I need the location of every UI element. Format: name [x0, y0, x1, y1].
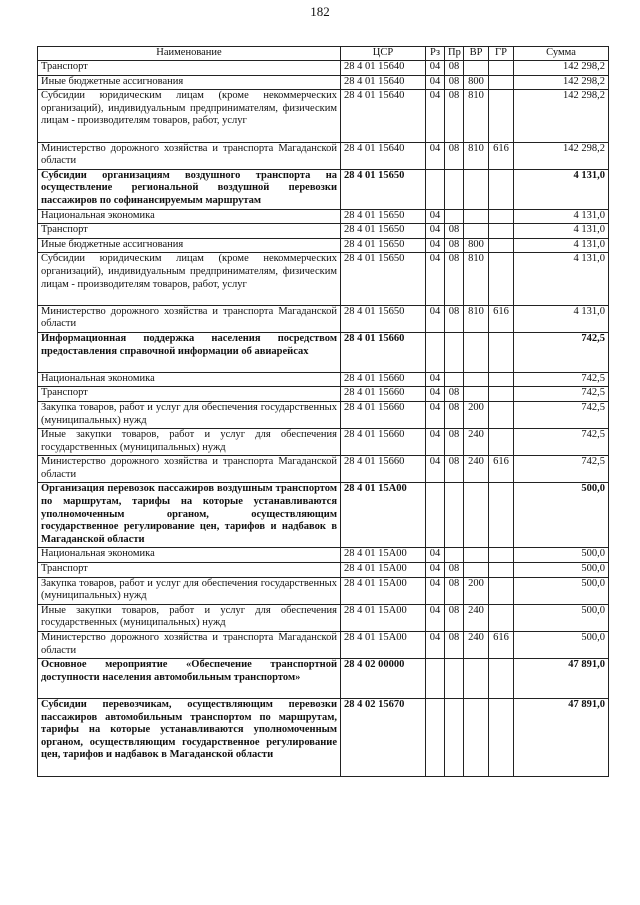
sum-cell: 742,5	[514, 387, 609, 402]
rz-cell: 04	[426, 253, 445, 305]
name-cell: Министерство дорожного хозяйства и транспорта Магаданской области	[38, 305, 341, 332]
rz-cell: 04	[426, 548, 445, 563]
sum-cell: 500,0	[514, 483, 609, 548]
rz-cell: 04	[426, 238, 445, 253]
rz-cell: 04	[426, 209, 445, 224]
gr-cell	[489, 253, 514, 305]
gr-cell	[489, 699, 514, 777]
vr-cell	[464, 61, 489, 76]
csr-cell: 28 4 01 15А00	[341, 632, 426, 659]
rz-cell: 04	[426, 75, 445, 90]
sum-cell: 142 298,2	[514, 61, 609, 76]
vr-cell: 240	[464, 632, 489, 659]
table-row	[38, 577, 609, 604]
table-row	[38, 224, 609, 239]
vr-cell: 240	[464, 429, 489, 456]
rz-cell	[426, 483, 445, 548]
rz-cell: 04	[426, 563, 445, 578]
csr-cell: 28 4 01 15А00	[341, 604, 426, 631]
column-header-gr: ГР	[489, 47, 514, 61]
pr-cell: 08	[445, 305, 464, 332]
gr-cell	[489, 61, 514, 76]
table-row	[38, 659, 609, 699]
rz-cell: 04	[426, 305, 445, 332]
rz-cell: 04	[426, 61, 445, 76]
vr-cell: 240	[464, 456, 489, 483]
name-cell: Национальная экономика	[38, 548, 341, 563]
csr-cell: 28 4 01 15660	[341, 429, 426, 456]
table-row	[38, 61, 609, 76]
rz-cell: 04	[426, 632, 445, 659]
pr-cell: 08	[445, 632, 464, 659]
table-row	[38, 305, 609, 332]
table-row	[38, 372, 609, 387]
csr-cell: 28 4 01 15А00	[341, 548, 426, 563]
csr-cell: 28 4 01 15650	[341, 238, 426, 253]
pr-cell: 08	[445, 75, 464, 90]
table-row	[38, 387, 609, 402]
sum-cell: 4 131,0	[514, 253, 609, 305]
rz-cell: 04	[426, 372, 445, 387]
pr-cell: 08	[445, 238, 464, 253]
gr-cell	[489, 372, 514, 387]
gr-cell	[489, 209, 514, 224]
csr-cell: 28 4 02 00000	[341, 659, 426, 699]
sum-cell: 47 891,0	[514, 699, 609, 777]
rz-cell: 04	[426, 387, 445, 402]
rz-cell: 04	[426, 401, 445, 428]
gr-cell	[489, 238, 514, 253]
column-header-vr: ВР	[464, 47, 489, 61]
csr-cell: 28 4 01 15650	[341, 224, 426, 239]
name-cell: Национальная экономика	[38, 209, 341, 224]
pr-cell	[445, 659, 464, 699]
pr-cell: 08	[445, 224, 464, 239]
vr-cell	[464, 209, 489, 224]
sum-cell: 142 298,2	[514, 75, 609, 90]
name-cell: Закупка товаров, работ и услуг для обеспечения государственных (муниципальных) нужд	[38, 401, 341, 428]
name-cell: Иные бюджетные ассигнования	[38, 238, 341, 253]
vr-cell	[464, 659, 489, 699]
column-header-csr: ЦСР	[341, 47, 426, 61]
vr-cell	[464, 699, 489, 777]
vr-cell: 810	[464, 253, 489, 305]
sum-cell: 4 131,0	[514, 169, 609, 209]
name-cell: Иные закупки товаров, работ и услуг для обеспечения государственных (муниципальных) нужд	[38, 604, 341, 631]
csr-cell: 28 4 01 15650	[341, 209, 426, 224]
table-row	[38, 401, 609, 428]
pr-cell: 08	[445, 90, 464, 142]
sum-cell: 500,0	[514, 563, 609, 578]
table-body	[38, 61, 609, 777]
pr-cell: 08	[445, 142, 464, 169]
csr-cell: 28 4 01 15640	[341, 142, 426, 169]
vr-cell	[464, 372, 489, 387]
name-cell: Иные бюджетные ассигнования	[38, 75, 341, 90]
csr-cell: 28 4 01 15660	[341, 332, 426, 372]
name-cell: Закупка товаров, работ и услуг для обеспечения государственных (муниципальных) нужд	[38, 577, 341, 604]
table-row	[38, 699, 609, 777]
csr-cell: 28 4 01 15660	[341, 456, 426, 483]
vr-cell	[464, 483, 489, 548]
vr-cell	[464, 548, 489, 563]
vr-cell	[464, 332, 489, 372]
rz-cell: 04	[426, 142, 445, 169]
table-row	[38, 253, 609, 305]
name-cell: Субсидии перевозчикам, осуществляющим перевозки пассажиров автомобильным транспортом по маршрутам, тарифы на которые устанавливаются уполномоченным органом, осуществляющим государственное регулирование цен, тарифов и надбавок в Магаданской области	[38, 699, 341, 777]
vr-cell: 240	[464, 604, 489, 631]
pr-cell	[445, 332, 464, 372]
table-row	[38, 483, 609, 548]
pr-cell: 08	[445, 577, 464, 604]
csr-cell: 28 4 01 15А00	[341, 563, 426, 578]
csr-cell: 28 4 01 15660	[341, 372, 426, 387]
pr-cell	[445, 169, 464, 209]
gr-cell	[489, 401, 514, 428]
table-row	[38, 238, 609, 253]
vr-cell	[464, 224, 489, 239]
table-row	[38, 563, 609, 578]
pr-cell: 08	[445, 253, 464, 305]
sum-cell: 4 131,0	[514, 224, 609, 239]
gr-cell	[489, 332, 514, 372]
pr-cell	[445, 372, 464, 387]
gr-cell	[489, 90, 514, 142]
sum-cell: 742,5	[514, 456, 609, 483]
name-cell: Субсидии юридическим лицам (кроме некоммерческих организаций), индивидуальным предпринимателям, физическим лицам - производителям товаров, работ, услуг	[38, 253, 341, 305]
csr-cell: 28 4 01 15640	[341, 75, 426, 90]
table-header-row	[38, 47, 609, 61]
budget-table	[37, 46, 609, 777]
name-cell: Информационная поддержка населения посредством предоставления справочной информации об авиарейсах	[38, 332, 341, 372]
table-row	[38, 604, 609, 631]
gr-cell	[489, 483, 514, 548]
name-cell: Транспорт	[38, 224, 341, 239]
page-number: 182	[310, 4, 330, 19]
csr-cell: 28 4 01 15650	[341, 169, 426, 209]
gr-cell	[489, 548, 514, 563]
sum-cell: 47 891,0	[514, 659, 609, 699]
sum-cell: 500,0	[514, 548, 609, 563]
table-row	[38, 75, 609, 90]
name-cell: Организация перевозок пассажиров воздушным транспортом по маршрутам, тарифы на которые устанавливаются уполномоченным органом, осуществляющим государственное регулирование цен, тарифов и надбавок в Магаданской области	[38, 483, 341, 548]
pr-cell: 08	[445, 604, 464, 631]
vr-cell	[464, 169, 489, 209]
table-row	[38, 429, 609, 456]
gr-cell	[489, 429, 514, 456]
sum-cell: 4 131,0	[514, 305, 609, 332]
name-cell: Национальная экономика	[38, 372, 341, 387]
sum-cell: 742,5	[514, 332, 609, 372]
name-cell: Субсидии организациям воздушного транспорта на осуществление региональной воздушной перевозки пассажиров по софинансируемым маршрутам	[38, 169, 341, 209]
rz-cell	[426, 659, 445, 699]
vr-cell: 810	[464, 142, 489, 169]
pr-cell: 08	[445, 456, 464, 483]
rz-cell: 04	[426, 90, 445, 142]
csr-cell: 28 4 01 15640	[341, 61, 426, 76]
rz-cell: 04	[426, 224, 445, 239]
sum-cell: 500,0	[514, 577, 609, 604]
csr-cell: 28 4 01 15660	[341, 387, 426, 402]
column-header-sum: Сумма	[514, 47, 609, 61]
pr-cell: 08	[445, 401, 464, 428]
gr-cell	[489, 577, 514, 604]
sum-cell: 4 131,0	[514, 209, 609, 224]
vr-cell: 200	[464, 577, 489, 604]
pr-cell: 08	[445, 387, 464, 402]
csr-cell: 28 4 01 15А00	[341, 577, 426, 604]
name-cell: Основное мероприятие «Обеспечение транспортной доступности населения автомобильным транспортом»	[38, 659, 341, 699]
pr-cell: 08	[445, 563, 464, 578]
sum-cell: 500,0	[514, 604, 609, 631]
table-row	[38, 332, 609, 372]
name-cell: Транспорт	[38, 387, 341, 402]
rz-cell	[426, 169, 445, 209]
gr-cell	[489, 224, 514, 239]
column-header-rz: Рз	[426, 47, 445, 61]
pr-cell	[445, 209, 464, 224]
csr-cell: 28 4 02 15670	[341, 699, 426, 777]
table-row	[38, 209, 609, 224]
rz-cell: 04	[426, 456, 445, 483]
gr-cell: 616	[489, 142, 514, 169]
sum-cell: 742,5	[514, 372, 609, 387]
pr-cell	[445, 548, 464, 563]
gr-cell: 616	[489, 305, 514, 332]
csr-cell: 28 4 01 15640	[341, 90, 426, 142]
csr-cell: 28 4 01 15650	[341, 253, 426, 305]
name-cell: Субсидии юридическим лицам (кроме некоммерческих организаций), индивидуальным предпринимателям, физическим лицам - производителям товаров, работ, услуг	[38, 90, 341, 142]
sum-cell: 742,5	[514, 401, 609, 428]
gr-cell	[489, 659, 514, 699]
name-cell: Министерство дорожного хозяйства и транспорта Магаданской области	[38, 456, 341, 483]
sum-cell: 500,0	[514, 632, 609, 659]
gr-cell	[489, 75, 514, 90]
rz-cell: 04	[426, 429, 445, 456]
pr-cell: 08	[445, 61, 464, 76]
rz-cell	[426, 699, 445, 777]
pr-cell	[445, 483, 464, 548]
column-header-name: Наименование	[38, 47, 341, 61]
csr-cell: 28 4 01 15650	[341, 305, 426, 332]
vr-cell	[464, 563, 489, 578]
vr-cell	[464, 387, 489, 402]
name-cell: Транспорт	[38, 563, 341, 578]
sum-cell: 142 298,2	[514, 90, 609, 142]
pr-cell	[445, 699, 464, 777]
gr-cell: 616	[489, 456, 514, 483]
rz-cell	[426, 332, 445, 372]
csr-cell: 28 4 01 15660	[341, 401, 426, 428]
vr-cell: 810	[464, 90, 489, 142]
name-cell: Министерство дорожного хозяйства и транспорта Магаданской области	[38, 632, 341, 659]
name-cell: Транспорт	[38, 61, 341, 76]
table-row	[38, 90, 609, 142]
sum-cell: 742,5	[514, 429, 609, 456]
rz-cell: 04	[426, 604, 445, 631]
gr-cell	[489, 387, 514, 402]
gr-cell: 616	[489, 632, 514, 659]
pr-cell: 08	[445, 429, 464, 456]
vr-cell: 200	[464, 401, 489, 428]
gr-cell	[489, 169, 514, 209]
table-row	[38, 456, 609, 483]
table-row	[38, 548, 609, 563]
vr-cell: 800	[464, 238, 489, 253]
sum-cell: 142 298,2	[514, 142, 609, 169]
vr-cell: 810	[464, 305, 489, 332]
rz-cell: 04	[426, 577, 445, 604]
table-row	[38, 142, 609, 169]
table-row	[38, 169, 609, 209]
name-cell: Иные закупки товаров, работ и услуг для обеспечения государственных (муниципальных) нужд	[38, 429, 341, 456]
gr-cell	[489, 604, 514, 631]
vr-cell: 800	[464, 75, 489, 90]
csr-cell: 28 4 01 15А00	[341, 483, 426, 548]
table-row	[38, 632, 609, 659]
name-cell: Министерство дорожного хозяйства и транспорта Магаданской области	[38, 142, 341, 169]
gr-cell	[489, 563, 514, 578]
sum-cell: 4 131,0	[514, 238, 609, 253]
column-header-pr: Пр	[445, 47, 464, 61]
